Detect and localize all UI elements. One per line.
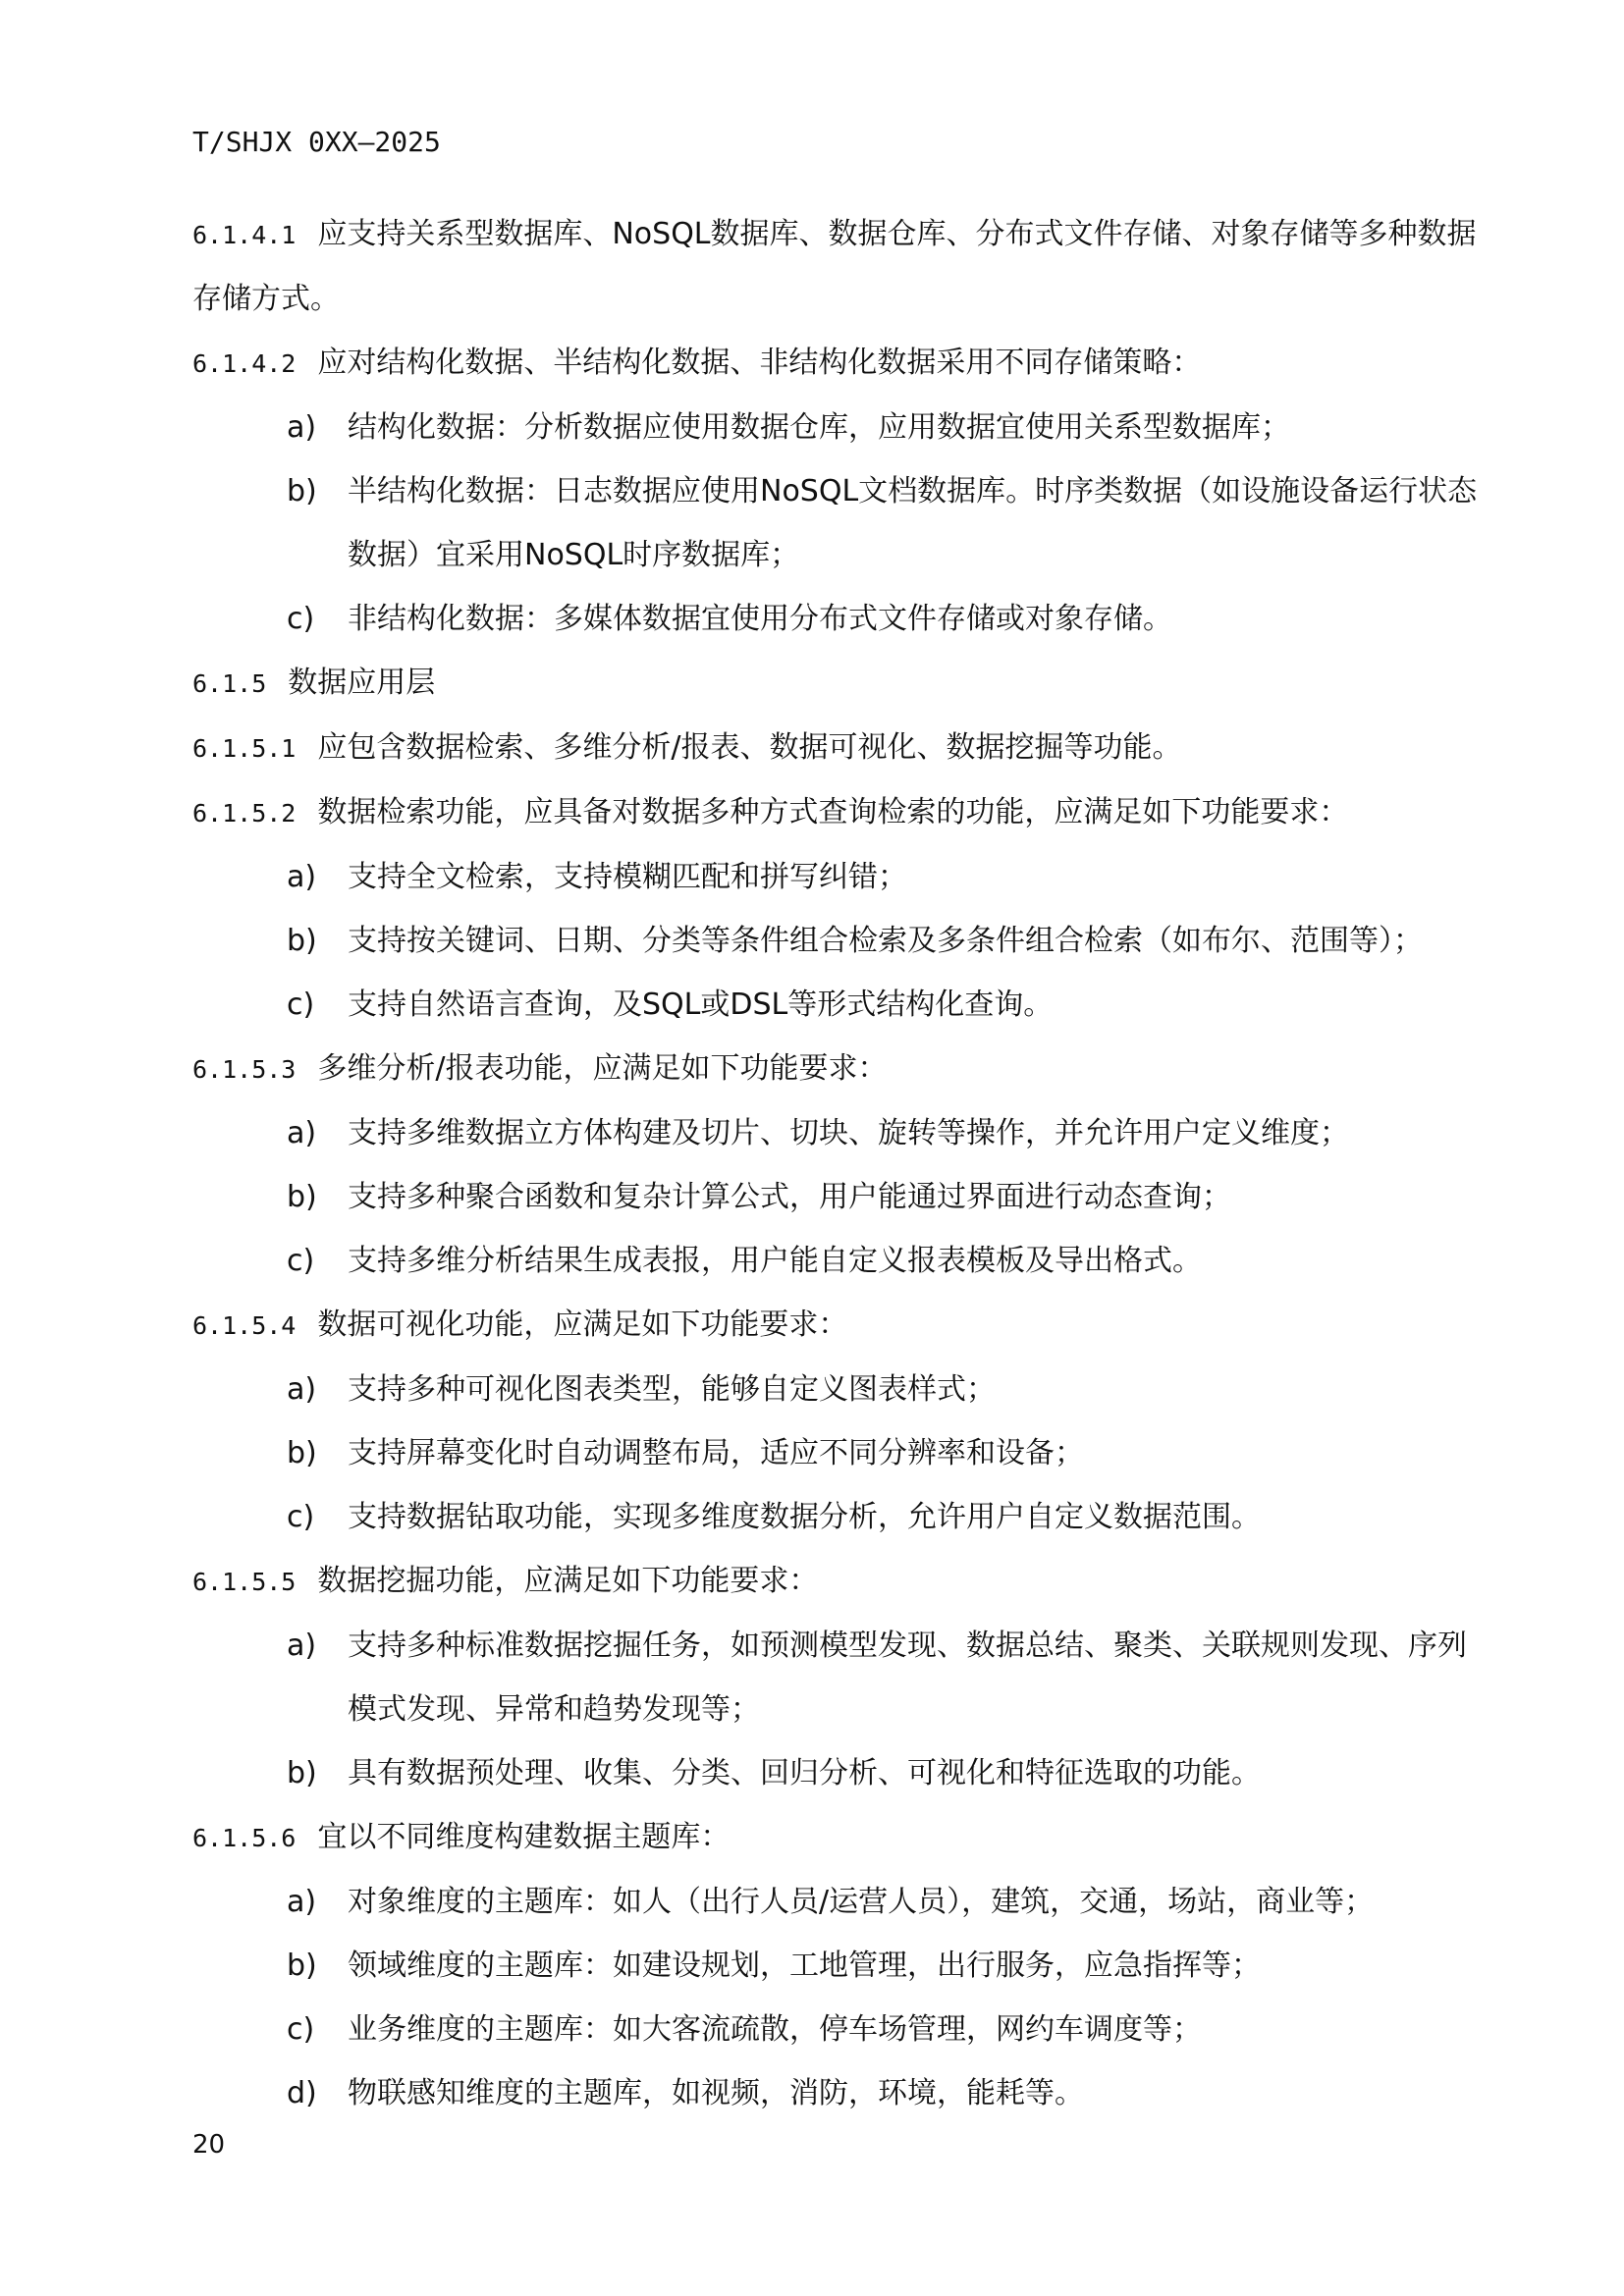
list-item-text: 结构化数据：分析数据应使用数据仓库，应用数据宜使用关系型数据库； [348,410,1290,445]
list-item-label: d) [287,2076,317,2110]
clause-number: 6.1.5.3 [192,1055,297,1084]
list-item-text: 支持全文检索，支持模糊匹配和拼写纠错； [348,860,907,894]
clause [192,716,1479,780]
list-item-label: a) [287,1629,317,1663]
clause-number: 6.1.5.2 [192,799,297,828]
list-item-text: 领域维度的主题库：如建设规划，工地管理，出行服务，应急指挥等； [348,1949,1261,1983]
clause-text: 应包含数据检索、多维分析/报表、数据可视化、数据挖掘等功能。 [317,730,1182,765]
list-item [253,459,1479,587]
list-item-label: b) [287,1180,317,1214]
clause-number: 6.1.5.6 [192,1824,297,1852]
list-item-text: 对象维度的主题库：如人（出行人员/运营人员），建筑，交通，场站，商业等； [348,1885,1375,1919]
clause [192,202,1479,331]
clause-number: 6.1.5 [192,669,267,698]
list-item-label: b) [287,1756,317,1790]
list-item [253,2061,1479,2125]
list-item-label: b) [287,474,317,508]
list-item-text: 支持按关键词、日期、分类等条件组合检索及多条件组合检索（如布尔、范围等）； [348,924,1423,958]
list-item-label: b) [287,924,317,958]
list-item-text: 半结构化数据：日志数据应使用NoSQL文档数据库。时序类数据（如设施设备运行状态数据）宜采用NoSQL时序数据库； [348,474,1478,572]
list-item [253,587,1479,651]
clause-text: 宜以不同维度构建数据主题库： [317,1820,731,1854]
list-item [253,973,1479,1037]
document-body [192,202,1479,2125]
clause-number: 6.1.5.4 [192,1311,297,1340]
list-item [253,1165,1479,1229]
list-item [253,1998,1479,2061]
list-item-label: a) [287,410,317,445]
list-item-text: 支持多种聚合函数和复杂计算公式，用户能通过界面进行动态查询； [348,1180,1231,1214]
clause [192,331,1479,396]
list-item [253,1934,1479,1998]
list-item-label: b) [287,1949,317,1983]
list-item-text: 支持屏幕变化时自动调整布局，适应不同分辨率和设备； [348,1436,1084,1470]
document-id-header: T/SHJX 0XX—2025 [192,126,441,158]
list-item [253,845,1479,909]
clause [192,1293,1479,1358]
clause-text: 数据可视化功能，应满足如下功能要求： [317,1308,848,1342]
list-item-label: a) [287,860,317,894]
list-item-label: b) [287,1436,317,1470]
list-item-text: 支持数据钻取功能，实现多维度数据分析，允许用户自定义数据范围。 [348,1500,1261,1534]
clause [192,780,1479,845]
page-number: 20 [192,2130,226,2160]
list-item [253,1101,1479,1165]
list-item [253,909,1479,973]
list-item-text: 具有数据预处理、收集、分类、回归分析、可视化和特征选取的功能。 [348,1756,1261,1790]
list-item [253,1358,1479,1421]
list-item-text: 支持多维数据立方体构建及切片、切块、旋转等操作，并允许用户定义维度； [348,1116,1349,1150]
list-item-text: 业务维度的主题库：如大客流疏散，停车场管理，网约车调度等； [348,2012,1202,2047]
list-item [253,1485,1479,1549]
list-item-label: c) [287,2012,315,2047]
list-item [253,1614,1479,1741]
clause [192,1549,1479,1614]
clause [192,1037,1479,1101]
list-item-text: 支持自然语言查询，及SQL或DSL等形式结构化查询。 [348,988,1054,1022]
list-item [253,1229,1479,1293]
clause-text: 多维分析/报表功能，应满足如下功能要求： [317,1051,888,1086]
list-item-label: a) [287,1372,317,1407]
list-item-label: a) [287,1116,317,1150]
list-item-text: 支持多种标准数据挖掘任务，如预测模型发现、数据总结、聚类、关联规则发现、序列模式发现、异常和趋势发现等； [348,1629,1467,1727]
list-item-label: c) [287,1500,315,1534]
list-item-label: a) [287,1885,317,1919]
section-heading [192,651,1479,716]
list-item-text: 支持多维分析结果生成表报，用户能自定义报表模板及导出格式。 [348,1244,1202,1278]
list-item [253,1741,1479,1805]
list-item-label: c) [287,988,315,1022]
clause-text: 数据检索功能，应具备对数据多种方式查询检索的功能，应满足如下功能要求： [317,795,1349,829]
clause-number: 6.1.5.1 [192,734,297,763]
clause-number: 6.1.5.5 [192,1568,297,1596]
list-item [253,396,1479,459]
list-item [253,1421,1479,1485]
list-item-label: c) [287,602,315,636]
list-item-label: c) [287,1244,315,1278]
clause-text: 数据应用层 [288,666,436,700]
list-item [253,1870,1479,1934]
clause [192,1805,1479,1870]
list-item-text: 支持多种可视化图表类型，能够自定义图表样式； [348,1372,996,1407]
clause-text: 应支持关系型数据库、NoSQL数据库、数据仓库、分布式文件存储、对象存储等多种数据存储方式。 [192,217,1477,316]
clause-number: 6.1.4.1 [192,221,297,249]
clause-text: 数据挖掘功能，应满足如下功能要求： [317,1564,819,1598]
clause-number: 6.1.4.2 [192,349,297,378]
clause-text: 应对结构化数据、半结构化数据、非结构化数据采用不同存储策略： [317,346,1202,380]
list-item-text: 物联感知维度的主题库，如视频，消防，环境，能耗等。 [348,2076,1084,2110]
list-item-text: 非结构化数据：多媒体数据宜使用分布式文件存储或对象存储。 [348,602,1172,636]
